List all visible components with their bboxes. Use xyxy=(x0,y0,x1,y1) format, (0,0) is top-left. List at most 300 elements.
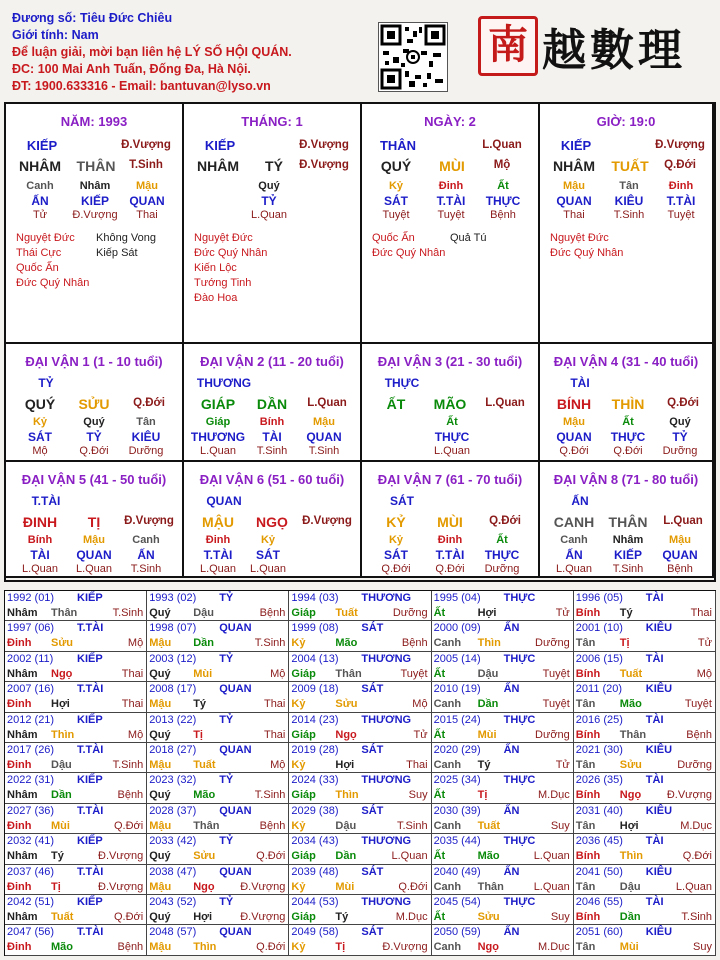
year-cell xyxy=(147,865,289,895)
year-god: SÁT xyxy=(361,683,384,696)
pillar-title: GIỜ: 19:0 xyxy=(596,114,656,129)
year-god: TỶ xyxy=(219,896,234,908)
year-stem: Canh xyxy=(433,698,462,711)
hidden-god: TÀI xyxy=(30,548,50,562)
year-cell xyxy=(5,773,147,803)
year-branch: Hợi xyxy=(51,698,70,711)
hidden-phase: Mộ xyxy=(32,445,48,457)
pillar-title: NĂM: 1993 xyxy=(60,114,128,129)
hidden-stem: Tân xyxy=(619,180,639,192)
hidden-phase: Bệnh xyxy=(490,209,516,221)
pillar-stem-god: KIẾP xyxy=(560,138,592,153)
year-phase: Tử xyxy=(555,759,570,771)
year-label: 2026 (35) xyxy=(575,774,623,787)
year-phase: Đ.Vượng xyxy=(98,880,144,893)
year-god: TỶ xyxy=(219,835,234,848)
year-label: 2040 (49) xyxy=(433,865,481,878)
dai-van-5 xyxy=(6,462,184,578)
year-phase: Suy xyxy=(550,819,570,832)
year-branch: Dần xyxy=(335,850,357,863)
year-branch: Tý xyxy=(193,698,207,711)
year-phase: T.Sinh xyxy=(112,607,144,619)
owner-name: Tiêu Đức Chiêu xyxy=(79,11,173,25)
year-stem: Nhâm xyxy=(7,789,38,802)
year-phase: Thai xyxy=(263,728,286,741)
hidden-stem: Quý xyxy=(83,416,105,428)
year-stem: Nhâm xyxy=(7,607,38,619)
year-cell xyxy=(5,804,147,834)
pillar-phase: T.Sinh xyxy=(129,159,163,171)
year-god: THƯƠNG xyxy=(361,713,412,726)
dai-van-title: ĐẠI VẬN 2 (11 - 20 tuổi) xyxy=(200,354,344,369)
year-phase: L.Quan xyxy=(675,880,712,893)
year-cell xyxy=(432,895,574,925)
year-phase: Tử xyxy=(697,637,712,650)
year-label: 2038 (47) xyxy=(149,865,197,878)
hidden-phase: L.Quan xyxy=(21,563,59,575)
year-label: 2001 (10) xyxy=(575,622,623,635)
dai-van-god: ẤN xyxy=(571,494,589,508)
year-label: 1995 (04) xyxy=(433,592,481,604)
year-cell xyxy=(147,621,289,651)
year-stem: Kỷ xyxy=(291,637,306,650)
dai-van-title: ĐẠI VẬN 3 (21 - 30 tuổi) xyxy=(377,354,523,369)
year-stem: Giáp xyxy=(291,850,316,863)
year-label: 2020 (29) xyxy=(433,744,481,756)
year-stem: Ất xyxy=(433,911,446,923)
year-label: 2010 (19) xyxy=(433,683,481,696)
year-god: TỶ xyxy=(219,652,234,665)
dai-van-phase: Đ.Vượng xyxy=(302,515,352,527)
year-stem: Ất xyxy=(433,667,446,680)
dai-van-god: SÁT xyxy=(390,494,414,508)
year-god: KIẾP xyxy=(77,592,103,604)
year-cell xyxy=(432,591,574,621)
year-stem: Quý xyxy=(149,667,171,680)
year-label: 2037 (46) xyxy=(7,865,55,878)
year-stem: Tân xyxy=(575,819,596,832)
year-stem: Ất xyxy=(433,789,446,802)
year-label: 2014 (23) xyxy=(291,713,339,726)
year-god: THƯƠNG xyxy=(361,774,412,787)
year-cell xyxy=(147,591,289,621)
year-branch: Hợi xyxy=(193,911,213,923)
year-cell xyxy=(5,682,147,712)
year-phase: Mộ xyxy=(412,698,428,711)
owner-label: Đương số: xyxy=(12,11,77,25)
year-phase: Thai xyxy=(121,698,144,711)
year-label: 2050 (59) xyxy=(433,926,481,939)
year-cell xyxy=(574,895,716,925)
year-stem: Nhâm xyxy=(7,850,38,863)
hidden-god: SÁT xyxy=(28,430,52,444)
hidden-stem: Canh xyxy=(26,180,54,192)
year-stem: Đinh xyxy=(7,759,32,771)
hidden-phase: Tuyệt xyxy=(437,209,465,221)
hidden-god: THỰC xyxy=(484,548,520,562)
pillar-branch: THÂN xyxy=(76,158,116,174)
year-stem: Mậu xyxy=(149,880,172,893)
hidden-god: ẤN xyxy=(137,548,155,562)
pillar-3 xyxy=(362,104,540,344)
year-stem: Nhâm xyxy=(7,911,38,923)
year-stem: Canh xyxy=(433,637,462,650)
hidden-phase: Q.Đới xyxy=(559,445,589,457)
year-branch: Tý xyxy=(335,911,349,923)
year-cell xyxy=(574,804,716,834)
year-cell xyxy=(289,925,431,955)
hidden-phase: T.Sinh xyxy=(613,209,645,221)
year-phase: Dưỡng xyxy=(535,637,570,650)
year-phase: Đ.Vượng xyxy=(98,850,144,863)
year-branch: Mùi xyxy=(51,819,70,832)
year-cell xyxy=(574,773,716,803)
year-god: TÀI xyxy=(645,896,664,908)
year-cell xyxy=(5,895,147,925)
year-cell xyxy=(432,773,574,803)
year-phase: T.Sinh xyxy=(254,789,286,802)
dai-van-god: QUAN xyxy=(206,494,242,508)
year-cell xyxy=(289,834,431,864)
year-god: QUAN xyxy=(219,683,252,696)
hidden-phase: Tuyệt xyxy=(667,209,695,221)
year-stem: Tân xyxy=(575,880,596,893)
year-stem: Canh xyxy=(433,941,462,954)
hidden-phase: Bệnh xyxy=(667,563,693,575)
year-branch: Dần xyxy=(51,789,72,802)
year-branch: Ngọ xyxy=(619,789,642,802)
year-phase: Đ.Vượng xyxy=(240,911,286,923)
hidden-god: KIẾP xyxy=(613,548,642,562)
year-stem: Tân xyxy=(575,941,596,954)
year-god: T.TÀI xyxy=(77,622,104,635)
year-branch: Thân xyxy=(335,667,362,680)
year-label: 2017 (26) xyxy=(7,744,55,756)
year-label: 2007 (16) xyxy=(7,683,55,696)
year-label: 2033 (42) xyxy=(149,835,197,848)
hidden-god: SÁT xyxy=(256,548,280,562)
year-cell xyxy=(574,865,716,895)
year-cell xyxy=(432,804,574,834)
hidden-god: QUAN xyxy=(662,548,698,562)
year-stem: Giáp xyxy=(291,911,316,923)
dai-van-branch: MÙI xyxy=(437,514,463,530)
star-right: Quả Tú xyxy=(450,232,487,244)
year-phase: Tuyệt xyxy=(684,698,712,711)
year-label: 2011 (20) xyxy=(575,683,623,696)
year-label: 2019 (28) xyxy=(291,744,339,756)
pillar-1 xyxy=(6,104,184,344)
year-god: THƯƠNG xyxy=(361,652,412,665)
year-god: KIÊU xyxy=(645,622,673,635)
year-branch: Tý xyxy=(51,850,64,863)
year-branch: Tị xyxy=(335,941,346,954)
year-phase: M.Dục xyxy=(680,819,712,832)
year-label: 2016 (25) xyxy=(575,713,623,726)
year-god: SÁT xyxy=(361,744,384,756)
pillar-branch-god: Đ.Vượng xyxy=(299,139,349,151)
year-label: 2021 (30) xyxy=(575,744,623,756)
year-god: KIẾP xyxy=(77,896,103,908)
year-stem: Đinh xyxy=(7,698,32,711)
dai-van-god: THỰC xyxy=(384,376,420,390)
hidden-god: QUAN xyxy=(556,430,592,444)
year-stem: Mậu xyxy=(149,819,172,832)
year-label: 2000 (09) xyxy=(433,622,481,635)
hidden-phase: T.Sinh xyxy=(308,445,340,457)
hidden-stem: Mậu xyxy=(669,534,691,546)
hidden-god: SÁT xyxy=(384,548,408,562)
year-god: TÀI xyxy=(645,652,664,665)
year-god: QUAN xyxy=(219,865,252,878)
year-cell xyxy=(432,713,574,743)
pillar-phase: Mộ xyxy=(493,159,511,171)
hidden-phase: L.Quan xyxy=(199,445,237,457)
hidden-stem: Ất xyxy=(446,416,458,428)
year-phase: Suy xyxy=(408,789,428,802)
dai-van-phase: Q.Đới xyxy=(667,397,699,409)
year-god: THỰC xyxy=(503,713,536,726)
year-god: THỰC xyxy=(503,835,536,848)
year-branch: Thìn xyxy=(619,850,644,863)
year-cell xyxy=(432,652,574,682)
year-phase: Q.Đới xyxy=(256,941,286,954)
hidden-stem: Nhâm xyxy=(79,180,111,192)
hidden-god: T.TÀI xyxy=(436,194,466,208)
star-left: Đức Quý Nhân xyxy=(372,247,446,259)
year-label: 2005 (14) xyxy=(433,652,481,665)
hidden-phase: L.Quan xyxy=(555,563,593,575)
year-phase: Q.Đới xyxy=(113,911,144,923)
hidden-phase: L.Quan xyxy=(199,563,237,575)
pillar-grid xyxy=(4,102,716,582)
star-left: Đức Quý Nhân xyxy=(550,247,624,259)
year-branch: Sửu xyxy=(193,850,216,863)
year-god: TÀI xyxy=(645,592,664,604)
year-label: 2015 (24) xyxy=(433,713,481,726)
dai-van-phase: L.Quan xyxy=(485,397,525,409)
year-stem: Kỷ xyxy=(291,880,306,893)
year-branch: Dần xyxy=(477,698,499,711)
year-label: 1993 (02) xyxy=(149,592,197,604)
year-god: THƯƠNG xyxy=(361,896,412,908)
year-cell xyxy=(147,743,289,773)
dai-van-2 xyxy=(184,344,362,462)
year-label: 1999 (08) xyxy=(291,622,339,635)
year-label: 1998 (07) xyxy=(149,622,197,635)
year-phase: Đ.Vượng xyxy=(240,880,286,893)
year-god: TỶ xyxy=(219,713,234,726)
hidden-stem: Quý xyxy=(258,180,280,192)
hidden-stem: Kỷ xyxy=(388,180,404,192)
hidden-stem: Đinh xyxy=(438,180,464,192)
year-stem: Mậu xyxy=(149,698,172,711)
year-god: THỰC xyxy=(503,652,536,665)
year-god: ẤN xyxy=(503,865,520,878)
gender-value: Nam xyxy=(71,28,99,42)
hidden-god: THỰC xyxy=(610,430,646,444)
year-phase: Bệnh xyxy=(117,789,144,802)
year-branch: Thân xyxy=(193,819,220,832)
year-stem: Kỷ xyxy=(291,819,306,832)
year-branch: Thân xyxy=(619,728,647,741)
star-left: Quốc Ấn xyxy=(16,262,59,274)
hidden-god: T.TÀI xyxy=(435,548,465,562)
hidden-phase: L.Quan xyxy=(75,563,113,575)
year-stem: Quý xyxy=(149,850,171,863)
year-cell xyxy=(5,652,147,682)
year-phase: Tuyệt xyxy=(400,667,428,680)
pillar-phase: Đ.Vượng xyxy=(299,159,349,171)
year-stem: Mậu xyxy=(149,941,172,954)
year-stem: Kỷ xyxy=(291,698,306,711)
hidden-stem: Tân xyxy=(136,416,156,428)
year-label: 2029 (38) xyxy=(291,804,339,817)
dai-van-phase: Q.Đới xyxy=(489,515,521,527)
pillar-branch-god: Đ.Vượng xyxy=(121,139,171,151)
year-label: 2013 (22) xyxy=(149,713,197,726)
year-branch: Ngọ xyxy=(193,880,215,893)
year-branch: Dậu xyxy=(193,607,214,619)
dai-van-title: ĐẠI VẬN 7 (61 - 70 tuổi) xyxy=(377,472,523,487)
hidden-god: SÁT xyxy=(384,194,408,208)
dai-van-4 xyxy=(540,344,714,462)
dai-van-stem: GIÁP xyxy=(200,396,236,412)
gender-label: Giới tính: xyxy=(12,28,69,42)
year-stem: Đinh xyxy=(7,941,32,954)
year-branch: Thìn xyxy=(51,728,75,741)
year-phase: Suy xyxy=(693,941,712,954)
year-stem: Bính xyxy=(575,850,601,863)
year-god: KIẾP xyxy=(77,713,103,726)
year-stem: Kỷ xyxy=(291,941,306,954)
hidden-god: TỶ xyxy=(86,430,102,444)
pillar-stem: NHÂM xyxy=(553,158,595,174)
year-branch: Dậu xyxy=(335,819,357,832)
year-phase: M.Dục xyxy=(395,911,428,923)
year-branch: Ngọ xyxy=(477,941,499,954)
year-branch: Mão xyxy=(477,850,500,863)
dai-van-7 xyxy=(362,462,540,578)
year-branch: Tị xyxy=(193,728,203,741)
dai-van-branch: TỊ xyxy=(87,514,101,530)
year-phase: Bệnh xyxy=(259,819,286,832)
year-stem: Mậu xyxy=(149,637,172,650)
dai-van-3 xyxy=(362,344,540,462)
year-branch: Hợi xyxy=(477,607,497,619)
hidden-phase: L.Quan xyxy=(249,563,287,575)
year-branch: Hợi xyxy=(619,819,639,832)
hidden-stem: Ất xyxy=(622,416,634,428)
pillar-branch-god: Đ.Vượng xyxy=(655,139,705,151)
year-god: ẤN xyxy=(503,926,520,939)
year-cell xyxy=(432,865,574,895)
dai-van-god: TỶ xyxy=(38,376,54,390)
year-cell xyxy=(5,865,147,895)
year-label: 2049 (58) xyxy=(291,926,339,939)
address: ĐC: 100 Mai Anh Tuấn, Đống Đa, Hà Nội. xyxy=(12,62,251,76)
year-branch: Tị xyxy=(477,789,488,802)
year-branch: Mão xyxy=(51,941,73,954)
year-label: 2018 (27) xyxy=(149,744,197,756)
year-label: 2002 (11) xyxy=(7,652,54,665)
year-cell xyxy=(574,743,716,773)
year-stem: Bính xyxy=(575,667,601,680)
year-branch: Tuất xyxy=(335,607,358,619)
dai-van-branch: SỬU xyxy=(78,396,110,412)
hidden-god: TỶ xyxy=(261,194,277,208)
hidden-stem: Đinh xyxy=(205,534,231,546)
hidden-stem: Đinh xyxy=(668,180,694,192)
pillar-stem: NHÂM xyxy=(19,158,61,174)
year-label: 2027 (36) xyxy=(7,804,55,817)
hidden-god: THƯƠNG xyxy=(190,430,246,444)
year-label: 2042 (51) xyxy=(7,896,55,908)
year-phase: Bệnh xyxy=(117,941,144,954)
star-left: Đào Hoa xyxy=(194,292,238,304)
dai-van-branch: NGỌ xyxy=(256,514,288,530)
year-stem: Giáp xyxy=(291,667,316,680)
dai-van-title: ĐẠI VẬN 5 (41 - 50 tuổi) xyxy=(21,472,167,487)
pillar-phase: Q.Đới xyxy=(664,159,696,171)
year-stem: Đinh xyxy=(7,819,32,832)
hidden-god: QUAN xyxy=(306,430,342,444)
year-stem: Giáp xyxy=(291,607,316,619)
star-right: Không Vong xyxy=(96,232,156,244)
year-god: KIÊU xyxy=(645,683,673,696)
dai-van-phase: Đ.Vượng xyxy=(124,515,174,527)
year-god: SÁT xyxy=(361,865,384,878)
year-branch: Ngọ xyxy=(51,667,73,680)
year-cell xyxy=(289,621,431,651)
hidden-god: THỰC xyxy=(485,194,521,208)
year-cell xyxy=(147,682,289,712)
year-label: 2025 (34) xyxy=(433,774,481,787)
dai-van-phase: Q.Đới xyxy=(133,397,165,409)
year-branch: Thìn xyxy=(477,637,501,650)
year-god: KIÊU xyxy=(645,744,673,756)
hidden-stem: Bính xyxy=(27,534,53,546)
year-stem: Giáp xyxy=(291,728,316,741)
year-label: 2045 (54) xyxy=(433,896,481,908)
year-stem: Ất xyxy=(433,728,446,741)
year-phase: Thai xyxy=(263,698,286,711)
star-left: Nguyệt Đức xyxy=(550,232,609,244)
year-phase: Bệnh xyxy=(401,637,428,650)
year-god: T.TÀI xyxy=(77,683,104,696)
dai-van-god: T.TÀI xyxy=(31,494,61,508)
year-stem: Bính xyxy=(575,607,601,619)
year-branch: Tị xyxy=(51,880,61,893)
year-label: 2009 (18) xyxy=(291,683,339,696)
hidden-stem: Kỷ xyxy=(260,534,276,546)
year-branch: Mão xyxy=(193,789,216,802)
year-phase: T.Sinh xyxy=(254,637,286,650)
hidden-phase: T.Sinh xyxy=(130,563,162,575)
pillar-branch: MÙI xyxy=(439,158,465,174)
year-cell xyxy=(574,713,716,743)
year-branch: Tị xyxy=(619,637,630,650)
pillar-title: NGÀY: 2 xyxy=(424,114,476,129)
hidden-god: KIẾP xyxy=(80,194,109,208)
hidden-phase: T.Sinh xyxy=(256,445,288,457)
year-god: ẤN xyxy=(503,622,520,635)
year-god: T.TÀI xyxy=(77,744,104,756)
year-cell xyxy=(289,682,431,712)
year-label: 2031 (40) xyxy=(575,804,623,817)
year-stem: Ất xyxy=(433,850,446,863)
hidden-god: TỶ xyxy=(672,430,688,444)
